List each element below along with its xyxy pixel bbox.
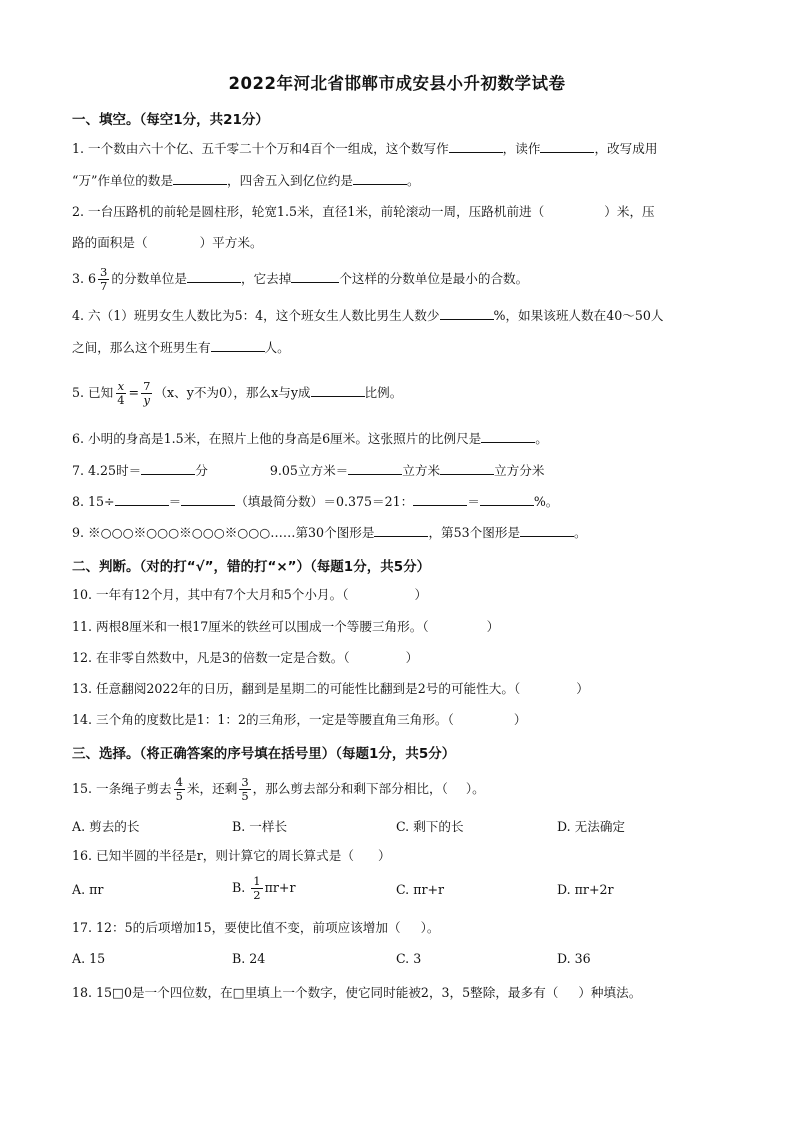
fraction: $\frac{x}{4}$ (117, 379, 125, 407)
fraction: $\frac{1}{2}$ (253, 874, 261, 902)
answer-blank[interactable] (141, 460, 195, 475)
question-1-line-1: 1. 一个数由六十个亿、五千零二十个万和4百个一组成，这个数写作 ，读作 ，改写成用 (72, 138, 657, 159)
page-title: 2022年河北省邯郸市成安县小升初数学试卷 (228, 74, 566, 93)
question-3: 3. 6 $\frac{3}{7}$ 的分数单位是 ，它去掉 个这样的分数单位是最小的合数。 (72, 265, 529, 293)
option-d[interactable]: D. 无法确定 (557, 819, 626, 834)
answer-blank[interactable] (413, 491, 467, 506)
option-c[interactable]: C. 剩下的长 (396, 819, 464, 834)
answer-blank[interactable] (173, 170, 227, 185)
option-b[interactable]: B. 一样长 (232, 819, 288, 834)
answer-blank[interactable] (440, 305, 494, 320)
question-2-line-2: 路的面积是（ ）平方米。 (72, 235, 263, 250)
question-5: 5. 已知 $\frac{x}{4}$ = $\frac{7}{y}$ （x、y不为0），那么x与y成 比例。 (72, 379, 403, 407)
question-17: 17. 12：5的后项增加15，要使比值不变，前项应该增加（ ）。 (72, 920, 440, 935)
answer-blank[interactable] (311, 382, 365, 397)
answer-blank[interactable] (440, 460, 494, 475)
question-10: 10. 一年有12个月，其中有7个大月和5个小月。（ ） (72, 587, 428, 602)
question-16: 16. 已知半圆的半径是r，则计算它的周长算式是（ ） (72, 848, 391, 863)
question-12: 12. 在非零自然数中，凡是3的倍数一定是合数。（ ） (72, 650, 419, 665)
question-4-line-2: 之间，那么这个班男生有 人。 (72, 337, 290, 358)
answer-blank[interactable] (480, 491, 534, 506)
option-b[interactable]: B. $\frac{1}{2}$ πr+r (232, 874, 296, 902)
mixed-number-whole: 6 (88, 271, 97, 286)
option-a[interactable]: A. 剪去的长 (72, 819, 140, 834)
answer-blank[interactable] (540, 138, 594, 153)
answer-blank[interactable] (449, 138, 503, 153)
question-4-line-1: 4. 六（1）班男女生人数比为5：4，这个班女生人数比男生人数少 %，如果该班人数在40～50人 (72, 305, 663, 326)
question-15: 15. 一条绳子剪去 $\frac{4}{5}$ 米，还剩 $\frac{3}{5}$ ，那么剪去部分和剩下部分相比，（ ）。 (72, 775, 485, 803)
question-2-line-1: 2. 一台压路机的前轮是圆柱形，轮宽1.5米，直径1米，前轮滚动一周，压路机前进（ ）米，压 (72, 204, 655, 219)
option-d[interactable]: D. 36 (557, 951, 591, 966)
answer-blank[interactable] (115, 491, 169, 506)
question-9: 9. ※○○○※○○○※○○○※○○○……第30个图形是 ，第53个图形是 。 (72, 522, 587, 543)
question-18: 18. 15□0是一个四位数，在□里填上一个数字，使它同时能被2，3，5整除，最多有（ ）种填法。 (72, 985, 642, 1000)
option-c[interactable]: C. πr+r (396, 882, 445, 897)
answer-blank[interactable] (374, 522, 428, 537)
question-14: 14. 三个角的度数比是1：1：2的三角形，一定是等腰直角三角形。（ ） (72, 712, 527, 727)
section-multiple-choice-heading: 三、选择。（将正确答案的序号填在括号里）（每题1分，共5分） (72, 746, 456, 762)
option-a[interactable]: A. πr (72, 882, 104, 897)
answer-blank[interactable] (291, 268, 339, 283)
question-7: 7. 4.25时＝ 分 9.05立方米＝ 立方米 立方分米 (72, 460, 544, 481)
fraction: $\frac{3}{5}$ (241, 775, 249, 803)
option-b[interactable]: B. 24 (232, 951, 266, 966)
answer-blank[interactable] (181, 491, 235, 506)
question-1-line-2: “万”作单位的数是 ，四舍五入到亿位约是 。 (72, 170, 420, 191)
fraction: $\frac{4}{5}$ (175, 775, 183, 803)
option-c[interactable]: C. 3 (396, 951, 422, 966)
answer-blank[interactable] (211, 337, 265, 352)
answer-blank[interactable] (481, 428, 535, 443)
section-fill-blank-heading: 一、填空。（每空1分，共21分） (72, 112, 269, 128)
option-a[interactable]: A. 15 (72, 951, 106, 966)
question-8: 8. 15÷ ＝ （填最简分数）＝0.375＝21： ＝ %。 (72, 491, 558, 512)
answer-blank[interactable] (348, 460, 402, 475)
section-true-false-heading: 二、判断。（对的打“√”，错的打“×”）（每题1分，共5分） (72, 559, 431, 575)
option-d[interactable]: D. πr+2r (557, 882, 614, 897)
question-11: 11. 两根8厘米和一根17厘米的铁丝可以围成一个等腰三角形。（ ） (72, 619, 500, 634)
question-6: 6. 小明的身高是1.5米，在照片上他的身高是6厘米。这张照片的比例尺是 。 (72, 428, 548, 449)
answer-blank[interactable] (187, 268, 241, 283)
question-13: 13. 任意翻阅2022年的日历，翻到是星期二的可能性比翻到是2号的可能性大。（ ） (72, 681, 589, 696)
fraction: $\frac{7}{y}$ (143, 379, 151, 407)
fraction: $\frac{3}{7}$ (100, 265, 108, 293)
answer-blank[interactable] (520, 522, 574, 537)
answer-blank[interactable] (353, 170, 407, 185)
